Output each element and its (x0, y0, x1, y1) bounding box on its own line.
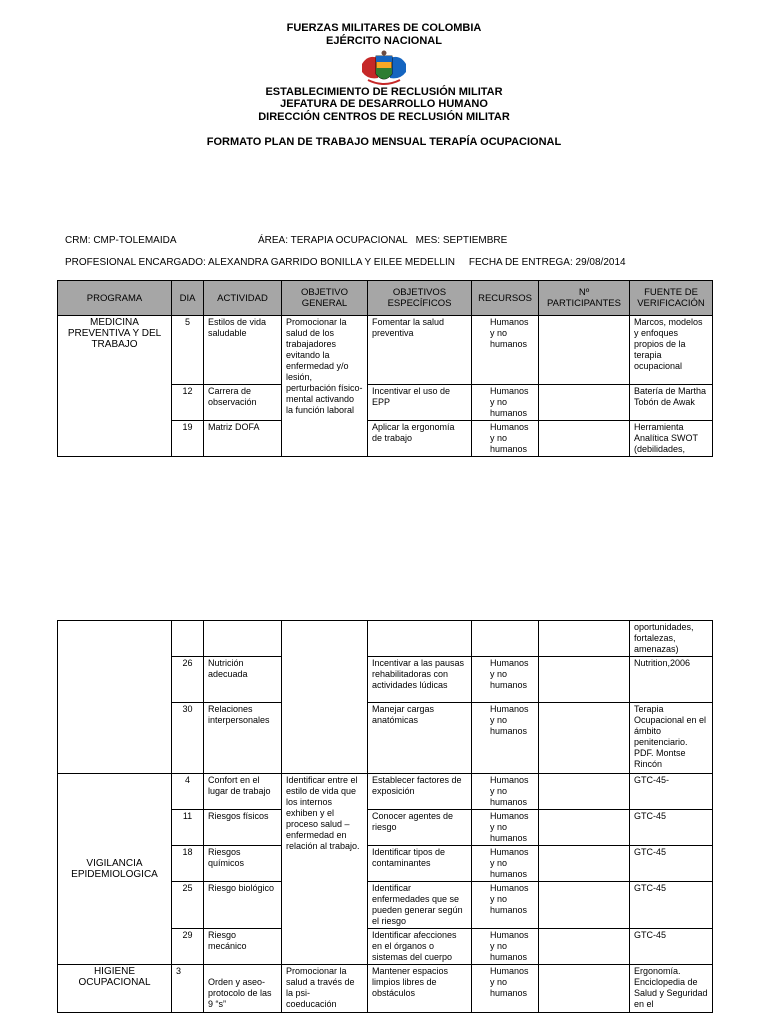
actividad-cell: Nutrición adecuada (204, 657, 282, 703)
objetivos-especificos-cell (368, 621, 472, 657)
actividad-cell: Orden y aseo- protocolo de las 9 “s” (204, 965, 282, 1013)
actividad-cell: Matriz DOFA (204, 421, 282, 457)
coat-of-arms-icon (358, 50, 410, 86)
objetivos-especificos-cell: Identificar afecciones en el órganos o sistemas del cuerpo (368, 929, 472, 965)
col-header-recursos: RECURSOS (472, 281, 539, 316)
objetivo-general-cell: Promocionar la salud de los trabajadores evitando la enfermedad y/o lesión, perturbación físico-mental activando la función laboral (282, 316, 368, 457)
recursos-cell: Humanos y no humanos (472, 385, 539, 421)
objetivos-especificos-cell: Aplicar la ergonomía de trabajo (368, 421, 472, 457)
fuente-cell: GTC-45 (630, 846, 713, 882)
recursos-cell: Humanos y no humanos (472, 810, 539, 846)
dia-cell: 11 (172, 810, 204, 846)
recursos-cell: Humanos y no humanos (472, 316, 539, 385)
fuente-cell: Marcos, modelos y enfoques propios de la terapia ocupacional (630, 316, 713, 385)
objetivo-general-cell: Promocionar la salud a través de la psi- coeducación (282, 965, 368, 1013)
recursos-cell: Humanos y no humanos (472, 774, 539, 810)
fuente-cell: GTC-45 (630, 882, 713, 929)
recursos-cell: Humanos y no humanos (472, 703, 539, 774)
actividad-cell: Riesgo mecánico (204, 929, 282, 965)
participantes-cell (539, 810, 630, 846)
recursos-cell: Humanos y no humanos (472, 657, 539, 703)
fuente-cell: Terapia Ocupacional en el ámbito penitenciario. PDF. Montse Rincón (630, 703, 713, 774)
professional-label: PROFESIONAL ENCARGADO: ALEXANDRA GARRIDO BONILLA Y EILEE MEDELLIN FECHA DE ENTREGA: 29/08/2014 (65, 257, 626, 268)
actividad-cell: Riesgo biológico (204, 882, 282, 929)
participantes-cell (539, 846, 630, 882)
col-header-actividad: ACTIVIDAD (204, 281, 282, 316)
crm-label: CRM: CMP-TOLEMAIDA (65, 235, 177, 246)
objetivos-especificos-cell: Mantener espacios limpios libres de obstáculos (368, 965, 472, 1013)
recursos-cell: Humanos y no humanos (472, 882, 539, 929)
programa-cell (58, 621, 172, 774)
department-name: JEFATURA DE DESARROLLO HUMANO (280, 98, 488, 110)
col-header-participantes: Nº PARTICIPANTES (539, 281, 630, 316)
actividad-cell: Riesgos químicos (204, 846, 282, 882)
dia-cell: 25 (172, 882, 204, 929)
actividad-cell: Carrera de observación (204, 385, 282, 421)
actividad-cell: Estilos de vida saludable (204, 316, 282, 385)
table-row (58, 965, 713, 1013)
work-plan-table-page1 (57, 280, 713, 457)
objetivos-especificos-cell: Incentivar a las pausas rehabilitadoras con actividades lúdicas (368, 657, 472, 703)
participantes-cell (539, 703, 630, 774)
table-row (58, 774, 713, 810)
fuente-cell: oportunidades, fortalezas, amenazas) (630, 621, 713, 657)
army-name: EJÉRCITO NACIONAL (326, 35, 442, 47)
recursos-cell: Humanos y no humanos (472, 929, 539, 965)
objetivos-especificos-cell: Fomentar la salud preventiva (368, 316, 472, 385)
objetivos-especificos-cell: Manejar cargas anatómicas (368, 703, 472, 774)
table-row (58, 621, 713, 657)
fuente-cell: GTC-45- (630, 774, 713, 810)
col-header-programa: PROGRAMA (58, 281, 172, 316)
dia-cell: 3 (172, 965, 204, 1013)
programa-cell: MEDICINA PREVENTIVA Y DEL TRABAJO (58, 316, 172, 457)
participantes-cell (539, 657, 630, 703)
institution-name: FUERZAS MILITARES DE COLOMBIA (286, 22, 482, 34)
dia-cell: 19 (172, 421, 204, 457)
table-row (58, 316, 713, 385)
fuente-cell: Ergonomía. Enciclopedia de Salud y Seguridad en el (630, 965, 713, 1013)
actividad-cell: Confort en el lugar de trabajo (204, 774, 282, 810)
participantes-cell (539, 385, 630, 421)
objetivo-general-cell: Identificar entre el estilo de vida que los internos exhiben y el proceso salud – enfermedad en relación al trabajo. (282, 774, 368, 965)
programa-cell: HIGIENE OCUPACIONAL (58, 965, 172, 1013)
col-header-dia: DIA (172, 281, 204, 316)
objetivos-especificos-cell: Conocer agentes de riesgo (368, 810, 472, 846)
recursos-cell: Humanos y no humanos (472, 846, 539, 882)
objetivos-especificos-cell: Identificar enfermedades que se pueden generar según el riesgo (368, 882, 472, 929)
dia-cell: 29 (172, 929, 204, 965)
recursos-cell: Humanos y no humanos (472, 421, 539, 457)
objetivos-especificos-cell: Establecer factores de exposición (368, 774, 472, 810)
col-header-objetivo-general: OBJETIVO GENERAL (282, 281, 368, 316)
objetivos-especificos-cell: Identificar tipos de contaminantes (368, 846, 472, 882)
area-label: ÁREA: TERAPIA OCUPACIONAL MES: SEPTIEMBRE (258, 235, 508, 246)
actividad-cell: Relaciones interpersonales (204, 703, 282, 774)
actividad-cell: Riesgos físicos (204, 810, 282, 846)
actividad-cell (204, 621, 282, 657)
dia-cell: 18 (172, 846, 204, 882)
dia-cell: 26 (172, 657, 204, 703)
dia-cell: 30 (172, 703, 204, 774)
fuente-cell: Batería de Martha Tobón de Awak (630, 385, 713, 421)
fuente-cell: Herramienta Analítica SWOT (debilidades, (630, 421, 713, 457)
establishment-name: ESTABLECIMIENTO DE RECLUSIÓN MILITAR (265, 86, 503, 98)
objetivo-general-cell (282, 621, 368, 774)
participantes-cell (539, 965, 630, 1013)
table-header-row (58, 281, 713, 316)
fuente-cell: GTC-45 (630, 810, 713, 846)
fuente-cell: GTC-45 (630, 929, 713, 965)
participantes-cell (539, 621, 630, 657)
recursos-cell: Humanos y no humanos (472, 965, 539, 1013)
work-plan-table-page2 (57, 620, 713, 1013)
objetivos-especificos-cell: Incentivar el uso de EPP (368, 385, 472, 421)
dia-cell (172, 621, 204, 657)
document-title: FORMATO PLAN DE TRABAJO MENSUAL TERAPÍA OCUPACIONAL (206, 136, 562, 148)
col-header-objetivos-especificos: OBJETIVOS ESPECÍFICOS (368, 281, 472, 316)
participantes-cell (539, 774, 630, 810)
programa-cell: VIGILANCIA EPIDEMIOLOGICA (58, 774, 172, 965)
recursos-cell (472, 621, 539, 657)
col-header-fuente: FUENTE DE VERIFICACIÓN (630, 281, 713, 316)
fuente-cell: Nutrition,2006 (630, 657, 713, 703)
participantes-cell (539, 421, 630, 457)
dia-cell: 5 (172, 316, 204, 385)
participantes-cell (539, 882, 630, 929)
participantes-cell (539, 316, 630, 385)
dia-cell: 4 (172, 774, 204, 810)
direction-name: DIRECCIÓN CENTROS DE RECLUSIÓN MILITAR (258, 111, 510, 123)
participantes-cell (539, 929, 630, 965)
dia-cell: 12 (172, 385, 204, 421)
